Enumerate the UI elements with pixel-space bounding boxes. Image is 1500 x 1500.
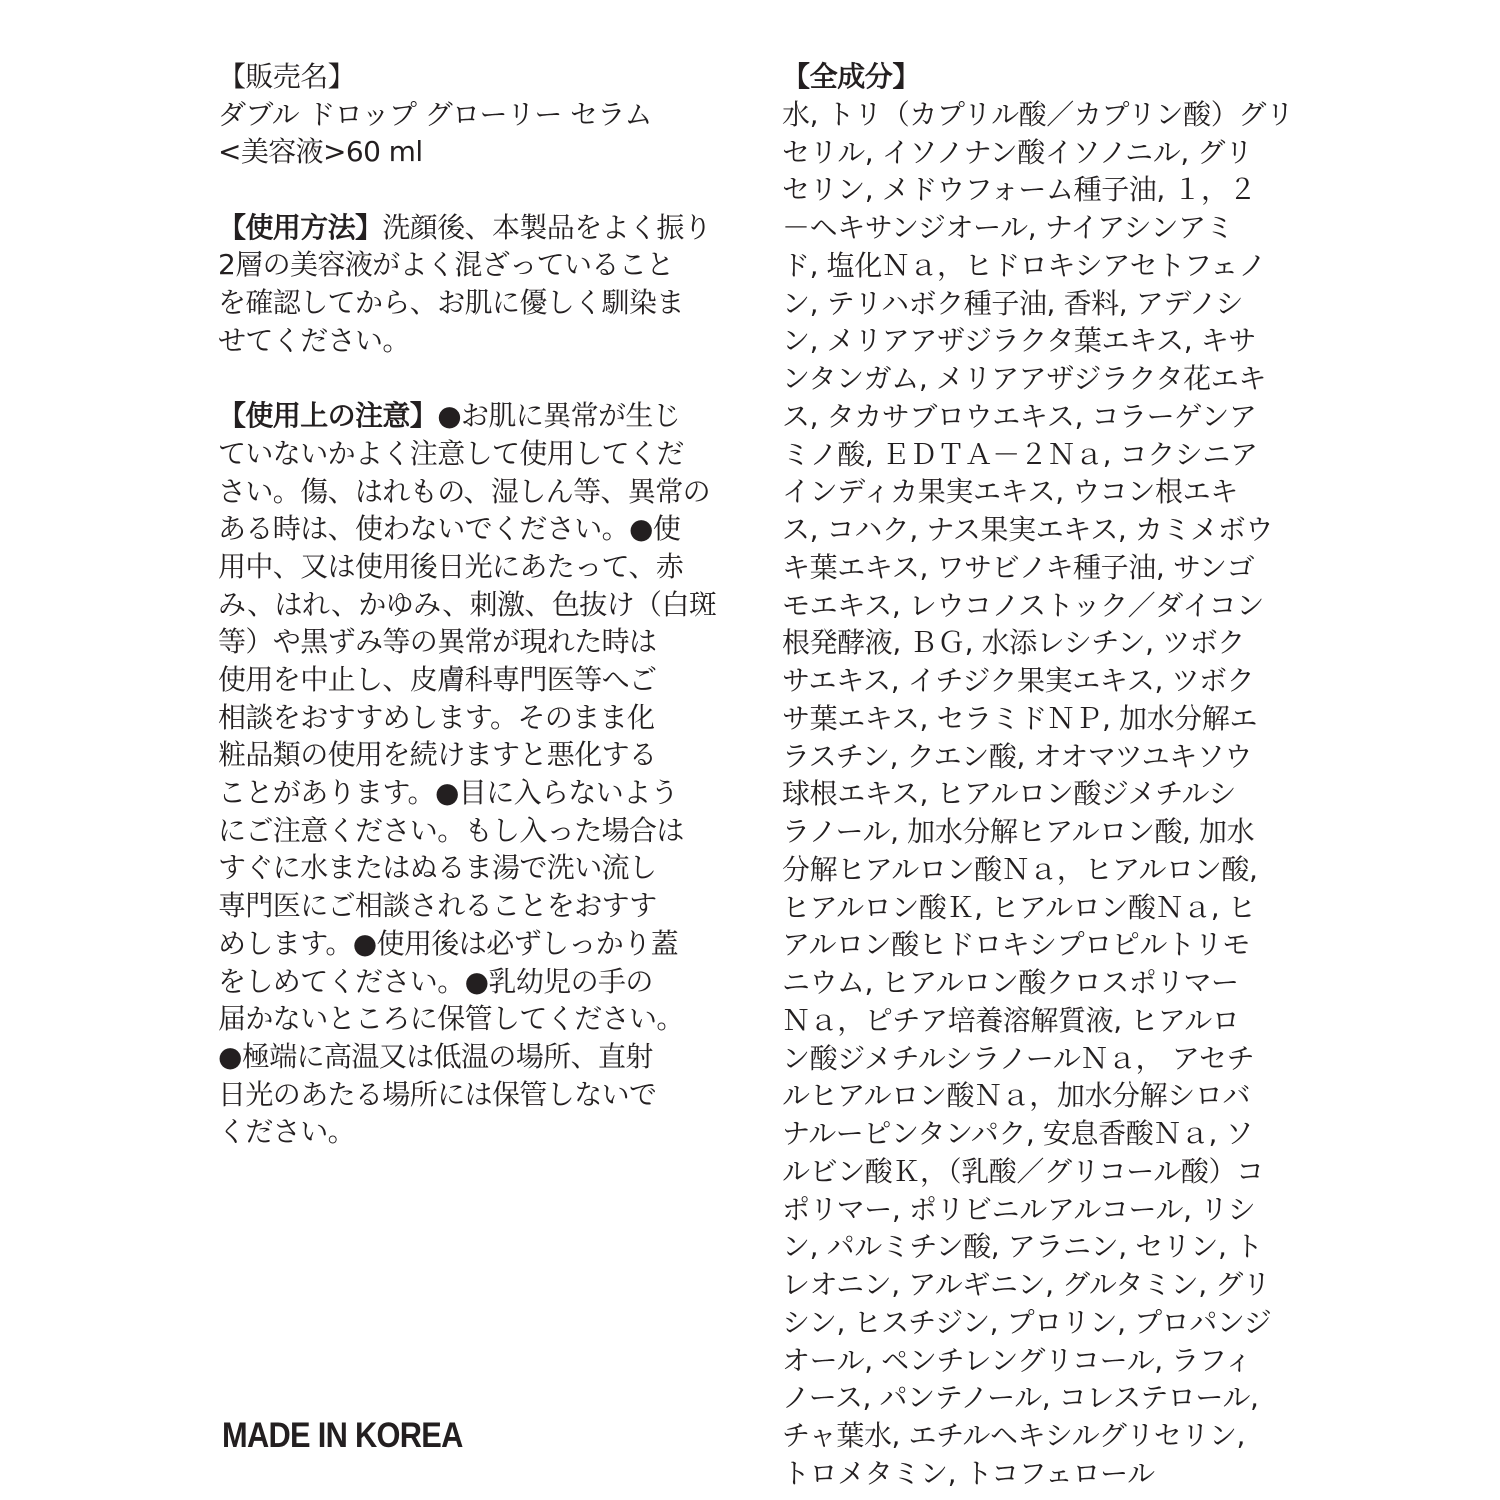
precautions-line: 用中、又は使用後日光にあたって、赤	[218, 549, 684, 583]
ingredients-line: ラスチン, クエン酸, オオマツユキソウ	[782, 739, 1253, 773]
ingredients-line: 分解ヒアルロン酸Ｎａ，ヒアルロン酸,	[782, 852, 1258, 886]
ingredients-line: －ヘキサンジオール, ナイアシンアミ	[782, 211, 1234, 244]
ingredients-line: ニウム, ヒアルロン酸クロスポリマー	[782, 966, 1239, 999]
precautions-line: ことがあります。●目に入らないよう	[218, 776, 678, 810]
ingredients-line: サエキス, イチジク果実エキス, ツボク	[782, 664, 1255, 697]
ingredients-line: ルビン酸Ｋ，（乳酸／グリコール酸）コ	[782, 1154, 1264, 1188]
ingredients-line: シン, ヒスチジン, プロリン, プロパンジ	[782, 1305, 1272, 1339]
made-in-korea-label: MADE IN KOREA	[222, 1416, 463, 1455]
usage-text: 洗顔後、本製品をよく振り	[382, 210, 712, 244]
precautions-first-line	[218, 397, 718, 435]
ingredients-line: ラノール, 加水分解ヒアルロン酸, 加水	[782, 815, 1255, 848]
ingredients-line: チャ葉水, エチルヘキシルグリセリン,	[782, 1419, 1246, 1452]
precautions-line: 使用を中止し、皮膚科専門医等へご	[218, 663, 657, 696]
precautions-line: すぐに水またはぬるま湯で洗い流し	[218, 851, 657, 885]
precautions-line: ていないかよく注意して使用してくだ	[218, 436, 684, 470]
precautions-line: ●極端に高温又は低温の場所、直射	[218, 1039, 653, 1073]
precautions-line: めします。●使用後は必ずしっかり蓋	[218, 926, 678, 960]
usage-heading: 【使用方法】	[218, 210, 383, 244]
usage-line: 2層の美容液がよく混ざっていること	[218, 248, 674, 282]
ingredients-line: ス, コハク, ナス果実エキス, カミメボウ	[782, 513, 1273, 546]
precautions-line: み、はれ、かゆみ、刺激、色抜け（白斑	[218, 587, 717, 621]
usage-section	[218, 209, 718, 360]
ingredients-line: 球根エキス, ヒアルロン酸ジメチルシ	[782, 777, 1236, 811]
usage-line: せてください。	[218, 323, 410, 357]
usage-line: を確認してから、お肌に優しく馴染ま	[218, 286, 684, 320]
ingredients-line: 根発酵液, ＢＧ, 水添レシチン, ツボク	[782, 626, 1245, 660]
ingredients-line: オール, ペンチレングリコール, ラフィ	[782, 1343, 1252, 1377]
ingredients-line: サ葉エキス, セラミドＮＰ, 加水分解エ	[782, 701, 1258, 735]
ingredients-line: アルロン酸ヒドロキシプロピルトリモ	[782, 928, 1250, 962]
precautions-line: 相談をおすすめします。そのまま化	[218, 700, 655, 734]
ingredients-line: ミノ酸, ＥＤＴＡ－２Ｎａ, コクシニア	[782, 437, 1258, 471]
ingredients-line: キ葉エキス, ワサビノキ種子油, サンゴ	[782, 550, 1255, 584]
ingredients-line: ン, テリハボク種子油, 香料, アデノシ	[782, 286, 1244, 320]
ingredients-line: ノース, パンテノール, コレステロール,	[782, 1381, 1259, 1415]
precautions-line: 等）や黒ずみ等の異常が現れた時は	[218, 625, 657, 659]
precautions-line: ある時は、使わないでください。●使	[218, 512, 681, 546]
product-name-heading: 【販売名】	[218, 60, 356, 93]
product-name-line: <美容液>60 ml	[218, 135, 423, 169]
ingredients-line: ン, メリアアザジラクタ葉エキス, キサ	[782, 324, 1256, 358]
spacer	[218, 171, 718, 209]
ingredients-line: インディカ果実エキス, ウコン根エキ	[782, 475, 1238, 509]
ingredients-line: ポリマー, ポリビニルアルコール, リシ	[782, 1192, 1256, 1226]
precautions-line: 粧品類の使用を続けますと悪化する	[218, 738, 657, 772]
ingredients-line: ヒアルロン酸Ｋ, ヒアルロン酸Ｎａ, ヒ	[782, 890, 1256, 924]
left-column	[218, 58, 718, 1151]
precautions-section	[218, 397, 718, 1151]
ingredients-column	[782, 58, 1302, 1493]
precautions-line: 届かないところに保管してください。	[218, 1002, 684, 1036]
usage-first-line	[218, 209, 718, 247]
product-name-line: ダブル ドロップ グローリー セラム	[218, 97, 652, 131]
precautions-line: 専門医にご相談されることをおすす	[218, 889, 657, 923]
ingredients-line: ナルーピンタンパク, 安息香酸Ｎａ, ソ	[782, 1117, 1254, 1150]
ingredients-line: 水, トリ（カプリル酸／カプリン酸）グリ	[782, 97, 1294, 131]
ingredients-line: ルヒアルロン酸Ｎａ，加水分解シロバ	[782, 1079, 1251, 1113]
ingredients-heading: 【全成分】	[782, 60, 921, 93]
ingredients-line: レオニン, アルギニン, グルタミン, グリ	[782, 1268, 1271, 1301]
precautions-line: さい。傷、はれもの、湿しん等、異常の	[218, 474, 711, 508]
precautions-text: ●お肌に異常が生じ	[437, 399, 681, 433]
ingredients-line: ンタンガム, メリアアザジラクタ花エキ	[782, 362, 1266, 395]
ingredients-line: モエキス, レウコノストック／ダイコン	[782, 588, 1265, 622]
ingredients-line: セリル, イソノナン酸イソノニル, グリ	[782, 135, 1253, 169]
precautions-heading: 【使用上の注意】	[218, 399, 438, 433]
precautions-line: にご注意ください。もし入った場合は	[218, 813, 684, 847]
ingredients-line: ン, パルミチン酸, アラニン, セリン, ト	[782, 1230, 1263, 1264]
ingredients-list	[782, 96, 1302, 1493]
ingredients-line: Ｎａ，ピチア培養溶解質液, ヒアルロ	[782, 1003, 1240, 1037]
precautions-line: ください。	[218, 1115, 356, 1149]
product-name-section	[218, 58, 718, 171]
ingredients-line: ド, 塩化Ｎａ，ヒドロキシアセトフェノ	[782, 248, 1266, 282]
precautions-line: をしめてください。●乳幼児の手の	[218, 964, 653, 998]
ingredients-line: トロメタミン, トコフェロール	[782, 1456, 1155, 1490]
ingredients-line: ン酸ジメチルシラノールＮａ， アセチ	[782, 1041, 1255, 1075]
spacer	[218, 360, 718, 398]
ingredients-line: セリン, メドウフォーム種子油, １，２	[782, 173, 1257, 207]
ingredients-line: ス, タカサブロウエキス, コラーゲンア	[782, 399, 1257, 433]
precautions-line: 日光のあたる場所には保管しないで	[218, 1077, 657, 1111]
